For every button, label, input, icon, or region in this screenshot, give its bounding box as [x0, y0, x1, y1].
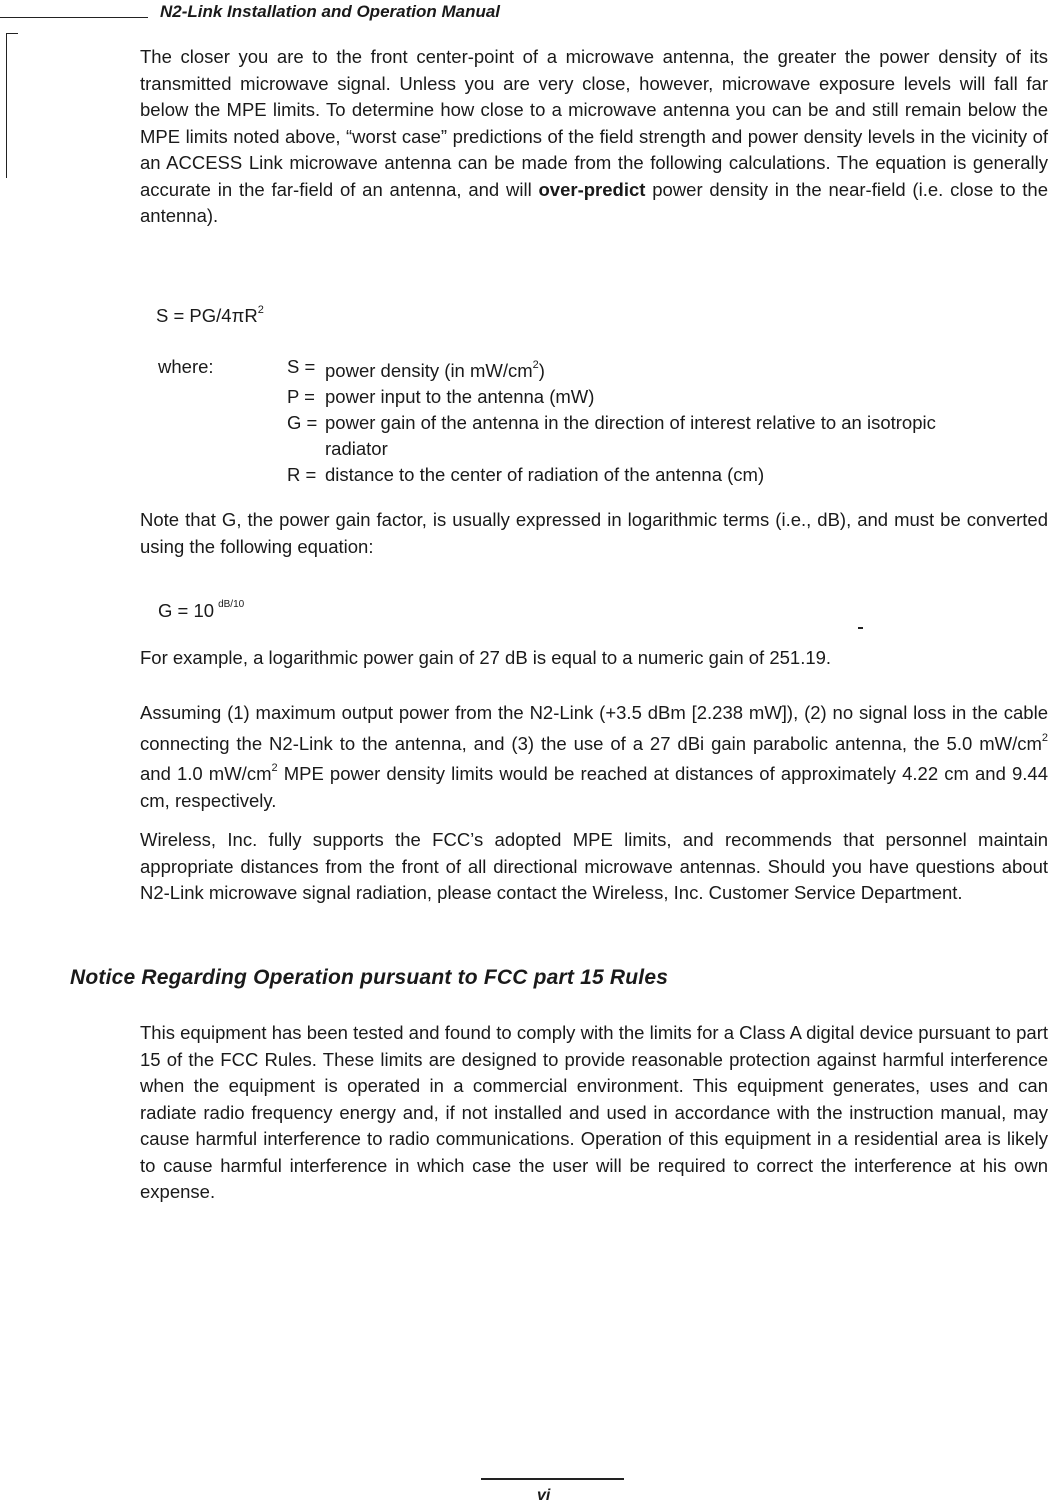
paragraph-gain-note: Note that G, the power gain factor, is usually expressed in logarithmic terms (i.e., dB), and must be converted using the following equation:	[140, 509, 1048, 557]
paragraph-text: MPE power density limits would be reached at distances of approximately 4.22 cm and 9.44 cm, respectively.	[140, 763, 1048, 811]
header-rule	[0, 17, 148, 18]
superscript: 2	[1041, 731, 1048, 744]
page-number: vi	[537, 1487, 551, 1504]
paragraph-text: power density in the near-field (i.e. close to the antenna).	[140, 178, 1048, 226]
definition-s	[287, 354, 1047, 384]
paragraph-mpe-intro	[140, 44, 1048, 230]
paragraph-text: and 1.0 mW/cm	[140, 763, 272, 785]
definition-text-part: power density (in mW/cm	[325, 360, 533, 382]
definition-symbol: P =	[287, 386, 315, 408]
emphasis-text: over-predict	[538, 178, 646, 200]
definition-continuation: radiator	[325, 438, 388, 460]
equation-gain-conversion	[158, 600, 244, 622]
definition-text: power gain of the antenna in the direction of interest relative to an isotropic	[325, 412, 936, 434]
paragraph-text: Assuming (1) maximum output power from the N2-Link (+3.5 dBm [2.238 mW]), (2) no signal loss in the cable connecting the N2-Link to the antenna, and (3) the use of a 27 dBi gain parabolic antenna, the 5.0 mW/cm	[140, 702, 1048, 754]
paragraph-support: Wireless, Inc. fully supports the FCC’s adopted MPE limits, and recommends that personnel maintain appropriate distances from the front of all directional microwave antennas. Should you have questions about N2-Link microwave signal radiation, please contact the Wireless, Inc. Customer Service Department.	[140, 829, 1048, 903]
definition-symbol: G =	[287, 412, 318, 434]
definition-p	[287, 384, 1047, 410]
definition-r	[287, 462, 1047, 488]
margin-bar	[6, 33, 7, 178]
stray-mark	[858, 627, 863, 629]
equation-text: G = 10	[158, 600, 215, 621]
definition-superscript: 2	[532, 359, 539, 371]
definition-text	[325, 354, 1047, 384]
definition-text: power input to the antenna (mW)	[325, 386, 595, 408]
paragraph-fcc-notice: This equipment has been tested and found to comply with the limits for a Class A digital device pursuant to part 15 of the FCC Rules. These limits are designed to provide reasonable protection against harmful interference when the equipment is operated in a commercial environment. This equipment generates, uses and can radiate radio frequency energy and, if not installed and used in accordance with the instruction manual, may cause harmful interference to radio communications. Operation of this equipment in a residential area is likely to cause harmful interference in which case the user will be required to correct the interference at his own expense.	[140, 1022, 1048, 1202]
where-label: where:	[158, 356, 214, 377]
equation-text: S = PG/4πR	[156, 305, 258, 326]
equation-superscript: 2	[257, 303, 264, 316]
definition-g	[287, 410, 1047, 436]
variable-definitions	[287, 354, 1047, 488]
definition-symbol: S =	[287, 356, 316, 377]
margin-bar-corner	[6, 33, 18, 34]
running-header: N2-Link Installation and Operation Manual	[160, 2, 501, 21]
superscript: 2	[271, 762, 278, 775]
paragraph-gain-example: For example, a logarithmic power gain of 27 dB is equal to a numeric gain of 251.19.	[140, 647, 832, 668]
equation-superscript: dB/10	[218, 598, 245, 610]
definition-text: distance to the center of radiation of the antenna (cm)	[325, 464, 765, 486]
definition-symbol: R =	[287, 464, 317, 486]
section-heading: Notice Regarding Operation pursuant to FCC part 15 Rules	[70, 966, 669, 989]
equation-power-density	[156, 305, 264, 327]
paragraph-assumptions	[140, 700, 1048, 814]
definition-text-part: )	[538, 360, 545, 382]
footer-rule	[481, 1478, 624, 1480]
paragraph-text: The closer you are to the front center-point of a microwave antenna, the greater the power density of its transmitted microwave signal. Unless you are very close, however, microwave exposure levels will fall far below the MPE limits. To determine how close to a microwave antenna you can be and still remain below the MPE limits noted above, “worst case” predictions of the field strength and power density levels in the vicinity of an ACCESS Link microwave antenna can be made from the following calculations. The equation is generally accurate in the far-field of an antenna, and will	[140, 46, 1048, 200]
